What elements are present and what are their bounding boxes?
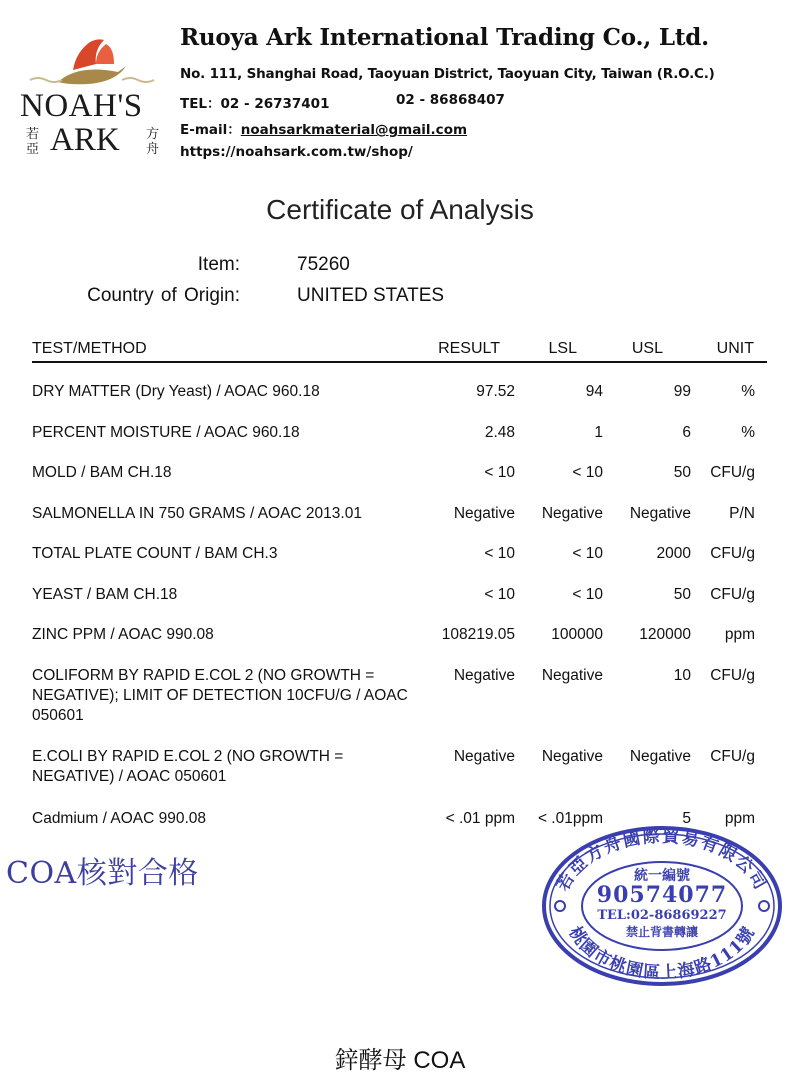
row-test: MOLD / BAM CH.18 [32,464,172,481]
row-unit: % [741,383,755,400]
ship-logo-icon [18,30,168,90]
row-lsl: 1 [594,424,603,441]
header-lsl: LSL [548,340,577,357]
row-test: TOTAL PLATE COUNT / BAM CH.3 [32,545,278,562]
item-label: Item: [197,254,240,275]
row-lsl: < .01ppm [537,810,603,827]
company-name: Ruoya Ark International Trading Co., Ltd. [180,24,709,51]
seal-icon [536,818,788,988]
row-result: 108219.05 [441,626,515,643]
logo-cjk-left: 若亞 [26,126,40,156]
email-link[interactable]: noahsarkmaterial@gmail.com [240,122,468,138]
page-caption: 鋅酵母 COA [334,1047,466,1074]
row-test: PERCENT MOISTURE / AOAC 960.18 [32,424,300,441]
logo-cjk-right: 方舟 [146,126,160,156]
row-result: 2.48 [484,424,515,441]
row-unit: CFU/g [710,464,755,481]
row-usl: 99 [673,383,691,400]
seal-line4: 禁止背書轉讓 [625,925,699,939]
header-unit: UNIT [716,340,754,357]
row-lsl: < 10 [572,586,603,603]
row-usl: 2000 [656,545,691,562]
seal-outer-text: 若亞方舟國際貿易有限公司 [553,826,771,895]
row-usl: Negative [629,748,691,765]
row-usl: 10 [673,667,691,684]
row-lsl: < 10 [572,545,603,562]
row-unit: P/N [729,505,755,522]
seal-line3: TEL:02-86869227 [597,908,727,923]
row-usl: 50 [673,464,691,481]
row-lsl: 100000 [551,626,603,643]
row-usl: 50 [673,586,691,603]
row-unit: % [741,424,755,441]
row-test: ZINC PPM / AOAC 990.08 [32,626,214,643]
header-usl: USL [631,340,663,357]
logo-ark: ARK [50,122,120,158]
row-result: < 10 [484,586,515,603]
row-result: 97.52 [476,383,515,400]
row-test: SALMONELLA IN 750 GRAMS / AOAC 2013.01 [32,505,362,522]
row-lsl: 94 [585,383,603,400]
origin-label: Country of Origin: [87,285,240,306]
row-lsl: Negative [541,667,603,684]
row-lsl: < 10 [572,464,603,481]
approval-stamp-text: COA核對合格 [6,856,199,891]
company-address: No. 111, Shanghai Road, Taoyuan District, Taoyuan City, Taiwan (R.O.C.) [180,66,715,82]
company-tel-2: 02 - 86868407 [396,92,505,108]
email-label: E-mail： [180,122,241,138]
row-unit: ppm [724,810,755,827]
row-unit: CFU/g [710,667,755,684]
seal-line1: 統一編號 [634,868,690,884]
row-usl: 6 [682,424,691,441]
header-divider [32,361,767,363]
row-usl: 120000 [639,626,691,643]
row-unit: CFU/g [710,545,755,562]
company-email-row [180,118,467,138]
item-value: 75260 [297,254,350,275]
row-lsl: Negative [541,505,603,522]
row-test: DRY MATTER (Dry Yeast) / AOAC 960.18 [32,383,320,400]
row-result: Negative [453,667,515,684]
row-result: < 10 [484,545,515,562]
row-usl: Negative [629,505,691,522]
row-test: COLIFORM BY RAPID E.COL 2 (NO GROWTH = NEGATIVE); LIMIT OF DETECTION 10CFU/G / AOAC 050601 [32,667,408,724]
document-title: Certificate of Analysis [266,194,534,225]
company-seal [536,818,788,988]
row-usl: 5 [682,810,691,827]
header-result: RESULT [438,340,500,357]
row-lsl: Negative [541,748,603,765]
seal-bottom-text: 桃園市桃園區上海路111號 [564,923,760,984]
website-link[interactable]: https://noahsark.com.tw/shop/ [180,144,413,160]
seal-line2: 90574077 [596,882,728,908]
row-test: YEAST / BAM CH.18 [32,586,178,603]
row-unit: ppm [724,626,755,643]
company-tel-1: TEL：02 - 26737401 [180,96,330,112]
row-test: E.COLI BY RAPID E.COL 2 (NO GROWTH = NEGATIVE) / AOAC 050601 [32,748,344,785]
logo-name: NOAH'S [20,88,143,124]
origin-value: UNITED STATES [297,285,445,306]
row-result: < 10 [484,464,515,481]
row-result: < .01 ppm [445,810,515,827]
row-result: Negative [453,505,515,522]
header-test-method: TEST/METHOD [32,340,147,357]
row-result: Negative [453,748,515,765]
row-test: Cadmium / AOAC 990.08 [32,810,207,827]
row-unit: CFU/g [710,748,755,765]
row-unit: CFU/g [710,586,755,603]
